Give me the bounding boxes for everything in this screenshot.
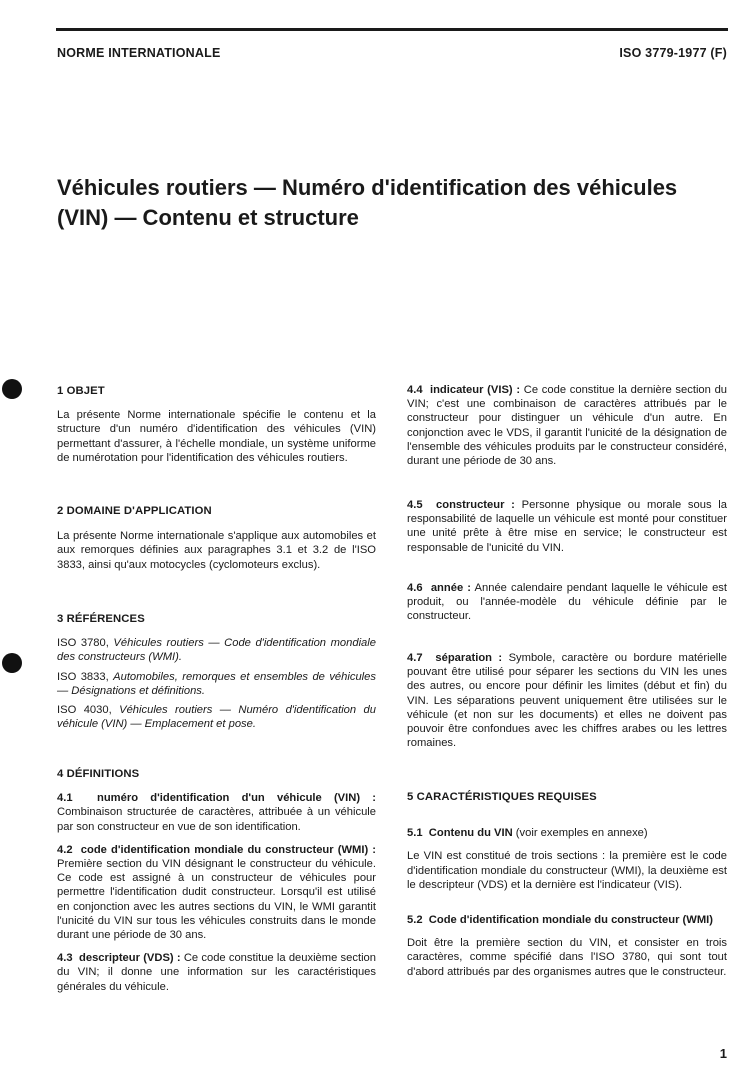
section-4 (57, 767, 376, 994)
header-standard-number: ISO 3779-1977 (F) (619, 46, 727, 60)
punch-hole-bottom (2, 653, 22, 673)
header-rule (56, 28, 728, 31)
definition-4-7: 4.7 séparation : Symbole, caractère ou bordure matérielle pouvant être utilisé pour séparer les sections du VIN les unes des autres, ou encore pour définir les limites (début et fin) du VIN. Les séparations peuvent uniquement être utilisées sur le véhicule (et non sur les documents) et elles ne doivent pas pouvoir être confondues avec les chiffres arabes ou les lettres romaines. (407, 652, 728, 750)
section-heading: 2 DOMAINE D'APPLICATION (57, 505, 212, 517)
subsection-5-2-text: Doit être la première section du VIN, et consister en trois caractères, comme spécifié dans l'ISO 3780, qui sont tout d'abord attribués par des organismes autres que le constructeur. (407, 937, 727, 978)
section-text: La présente Norme internationale s'applique aux automobiles et aux remorques définies aux paragraphes 3.1 et 3.2 de l'ISO 3833, ainsi qu'aux motocycles (cyclomoteurs exclus). (57, 530, 376, 571)
section-5 (407, 790, 727, 979)
definition-4-6: 4.6 année : Année calendaire pendant laquelle le véhicule est produit, ou l'année-modèle du véhicule définie par le constructeur. (407, 582, 727, 623)
subsection-5-1-heading: 5.1 Contenu du VIN (voir exemples en annexe) (407, 827, 648, 840)
section-heading: 5 CARACTÉRISTIQUES REQUISES (407, 791, 597, 803)
section-text: La présente Norme internationale spécifie le contenu et la structure d'un numéro d'identification des véhicules (VIN) permettant d'assurer, à l'échelle mondiale, un système uniforme de numérotation pour l'identification des véhicules routiers. (57, 409, 376, 464)
section-heading: 3 RÉFÉRENCES (57, 613, 145, 625)
document-title (57, 173, 737, 233)
subsection-5-1-text: Le VIN est constitué de trois sections : la première est le code d'identification mondiale du constructeur (WMI), la deuxième est le descripteur (VDS) et la dernière est l'indicateur (VIS). (407, 850, 727, 891)
section-2 (57, 504, 376, 572)
section-heading: 4 DÉFINITIONS (57, 768, 140, 780)
title-line-1: Véhicules routiers — Numéro d'identification des véhicules (57, 175, 678, 200)
definition-4-4: 4.4 indicateur (VIS) : Ce code constitue la dernière section du VIN; c'est une combinaison de caractères attribués par le constructeur pour distinguer un véhicule d'un autre. En conjonction avec le VDS, il garantit l'unicité de la désignation de l'ensemble des véhicules produits par le constructeur considéré, durant une période de 30 ans. (407, 384, 728, 468)
subsection-5-2-heading: 5.2 Code d'identification mondiale du constructeur (WMI) (407, 914, 713, 927)
definition-4-1: 4.1 numéro d'identification d'un véhicule (VIN) : Combinaison structurée de caractères, attribuée à un véhicule par son constructeur en vue de son identification. (57, 792, 377, 833)
page-number: 1 (719, 1046, 727, 1061)
section-3 (57, 612, 376, 731)
title-line-2: (VIN) — Contenu et structure (57, 205, 359, 230)
definition-4-3: 4.3 descripteur (VDS) : Ce code constitue la deuxième section du VIN; il donne une information sur les caractéristiques générales du véhicule. (57, 952, 377, 993)
definition-4-2: 4.2 code d'identification mondiale du constructeur (WMI) : Première section du VIN désignant le constructeur du véhicule. Ce code est assigné à un constructeur de véhicules pour permettre l'identification dudit constructeur. Lorsqu'il est utilisé en conjonction avec les autres sections du VIN, le WMI garantit l'unicité du VIN sur tous les véhicules construits dans le monde durant une période de 30 ans. (57, 843, 377, 942)
header-standard-type: NORME INTERNATIONALE (57, 46, 221, 60)
reference-item: ISO 3780, Véhicules routiers — Code d'identification mondiale des constructeurs (WMI). (57, 637, 376, 664)
definition-4-5: 4.5 constructeur : Personne physique ou morale sous la responsabilité de laquelle un véhicule est monté pour constituer une unité prête à être mise en service; le constructeur est responsable de l'unicité du VIN. (407, 499, 728, 554)
reference-item: ISO 3833, Automobiles, remorques et ensembles de véhicules — Désignations et définitions. (57, 670, 376, 697)
section-1 (57, 384, 376, 465)
section-heading: 1 OBJET (57, 385, 105, 397)
punch-hole-top (2, 379, 22, 399)
reference-item: ISO 4030, Véhicules routiers — Numéro d'identification du véhicule (VIN) — Emplacement et pose. (57, 704, 376, 731)
